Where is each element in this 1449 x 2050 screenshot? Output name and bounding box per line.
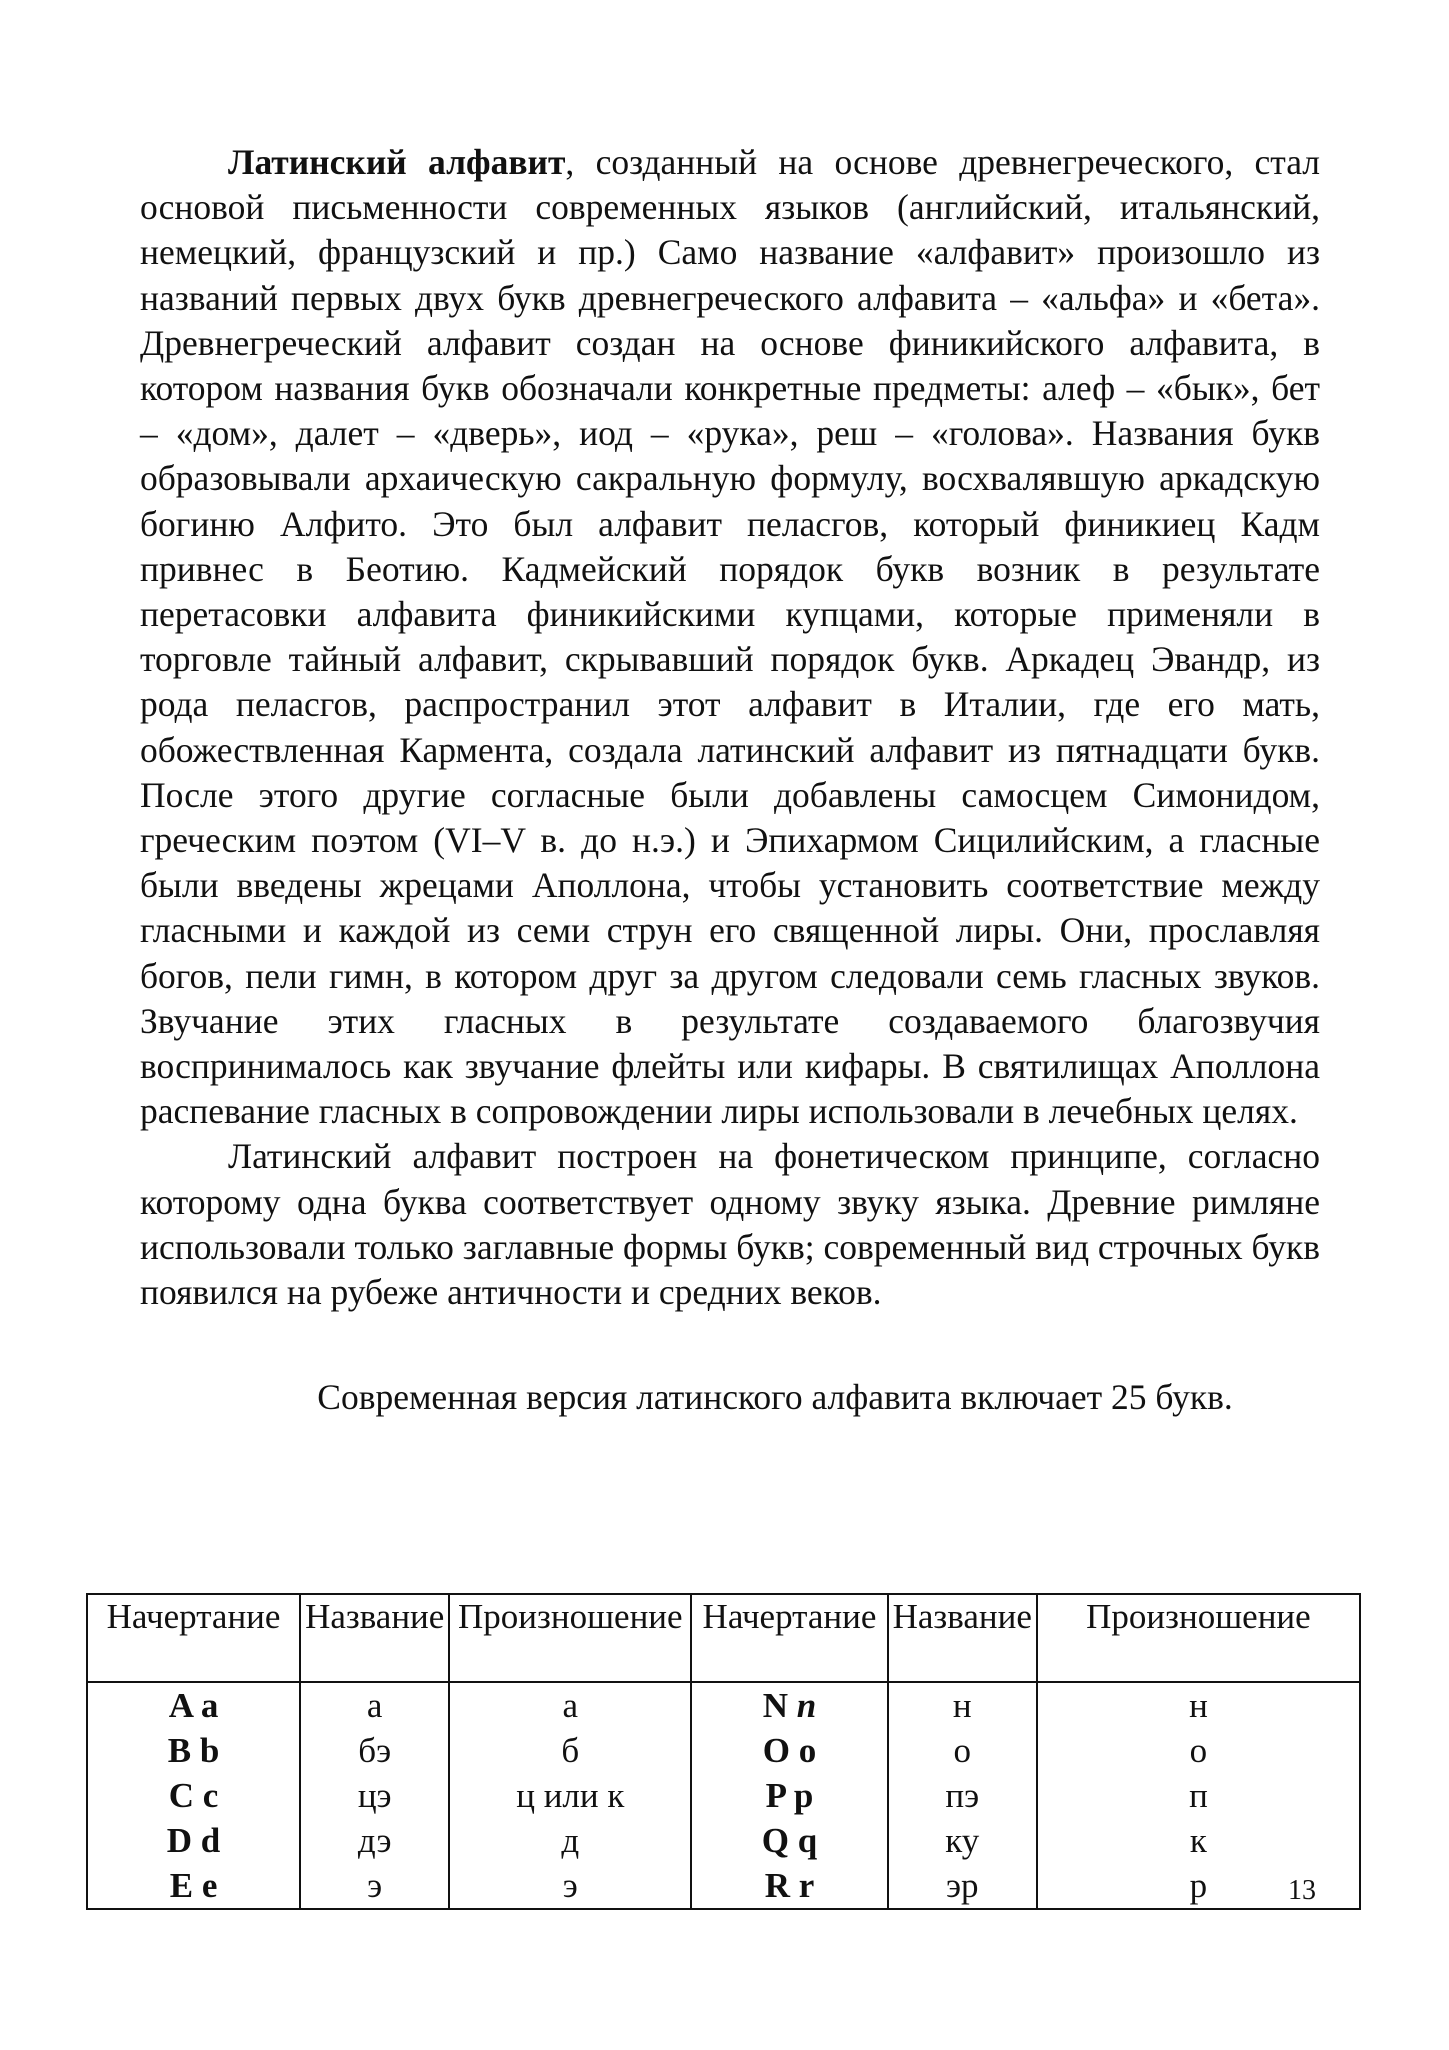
header-name-1: Название: [300, 1594, 449, 1682]
name-cell: цэ: [300, 1773, 449, 1818]
pronunciation-cell: ц или к: [449, 1773, 691, 1818]
header-name-2: Название: [888, 1594, 1037, 1682]
header-pronunciation-1: Произношение: [449, 1594, 691, 1682]
paragraph-latin-alphabet-history: [140, 140, 1320, 1134]
glyph-cell: B b: [87, 1728, 300, 1773]
glyph-upper: N: [762, 1686, 788, 1725]
paragraph-bold-lead: Латинский алфавит: [228, 142, 566, 182]
glyph-lower-italic: n: [796, 1686, 817, 1725]
pronunciation-cell: р: [1037, 1863, 1360, 1909]
name-cell: дэ: [300, 1818, 449, 1863]
header-glyph-2: Начертание: [691, 1594, 887, 1682]
name-cell: о: [888, 1728, 1037, 1773]
name-cell: н: [888, 1682, 1037, 1728]
table-row: [87, 1728, 1360, 1773]
pronunciation-cell: д: [449, 1818, 691, 1863]
pronunciation-cell: н: [1037, 1682, 1360, 1728]
glyph-cell: E e: [87, 1863, 300, 1909]
name-cell: бэ: [300, 1728, 449, 1773]
name-cell: э: [300, 1863, 449, 1909]
table-header-row: [87, 1594, 1360, 1682]
page-body: [140, 140, 1320, 1419]
header-pronunciation-2: Произношение: [1037, 1594, 1360, 1682]
pronunciation-cell: а: [449, 1682, 691, 1728]
name-cell: эр: [888, 1863, 1037, 1909]
glyph-cell: A a: [87, 1682, 300, 1728]
table-row: [87, 1863, 1360, 1909]
name-cell: пэ: [888, 1773, 1037, 1818]
glyph-cell: R r: [691, 1863, 887, 1909]
header-glyph-1: Начертание: [87, 1594, 300, 1682]
glyph-cell: [691, 1682, 887, 1728]
pronunciation-cell: э: [449, 1863, 691, 1909]
glyph-cell: P p: [691, 1773, 887, 1818]
glyph-cell: O o: [691, 1728, 887, 1773]
pronunciation-cell: о: [1037, 1728, 1360, 1773]
paragraph-text: , созданный на основе древнегреческого, стал основой письменности современных языков (английский, итальянский, немецкий, французский и пр.) Само название «алфавит» произошло из названий первых двух букв древнегреческого алфавита – «альфа» и «бета». Древнегреческий алфавит создан на основе финикийского алфавита, в котором названия букв обозначали конкретные предметы: алеф – «бык», бет – «дом», далет – «дверь», иод – «рука», реш – «голова». Названия букв образовывали архаическую сакральную формулу, восхвалявшую аркадскую богиню Алфито. Это был алфавит пеласгов, который финикиец Кадм привнес в Беотию. Кадмейский порядок букв возник в результате перетасовки алфавита финикийскими купцами, которые применяли в торговле тайный алфавит, скрывавший порядок букв. Аркадец Эвандр, из рода пеласгов, распространил этот алфавит в Италии, где его мать, обожествленная Кармента, создала латинский алфавит из пятнадцати букв. После этого другие согласные были добавлены самосцем Симонидом, греческим поэтом (VI–V в. до н.э.) и Эпихармом Сицилийским, а гласные были введены жрецами Аполлона, чтобы установить соответствие между гласными и каждой из семи струн его священной лиры. Они, прославляя богов, пели гимн, в котором друг за другом следовали семь гласных звуков. Звучание этих гласных в результате создаваемого благозвучия воспринималось как звучание флейты или кифары. В святилищах Аполлона распевание гласных в сопровождении лиры использовали в лечебных целях.: [140, 142, 1320, 1132]
glyph-cell: Q q: [691, 1818, 887, 1863]
table-row: [87, 1773, 1360, 1818]
glyph-cell: C c: [87, 1773, 300, 1818]
name-cell: а: [300, 1682, 449, 1728]
pronunciation-cell: б: [449, 1728, 691, 1773]
table-caption: Современная версия латинского алфавита включает 25 букв.: [317, 1377, 1233, 1418]
pronunciation-cell: к: [1037, 1818, 1360, 1863]
pronunciation-cell: п: [1037, 1773, 1360, 1818]
page-number: 13: [1288, 1875, 1316, 1906]
paragraph-phonetic-principle: Латинский алфавит построен на фонетическом принципе, согласно которому одна буква соответствует одному звуку языка. Древние римляне использовали только заглавные формы букв; современный вид строчных букв появился на рубеже античности и средних веков.: [140, 1136, 1320, 1313]
latin-alphabet-table: [86, 1593, 1361, 1910]
glyph-cell: D d: [87, 1818, 300, 1863]
table-row: [87, 1682, 1360, 1728]
name-cell: ку: [888, 1818, 1037, 1863]
table-row: [87, 1818, 1360, 1863]
